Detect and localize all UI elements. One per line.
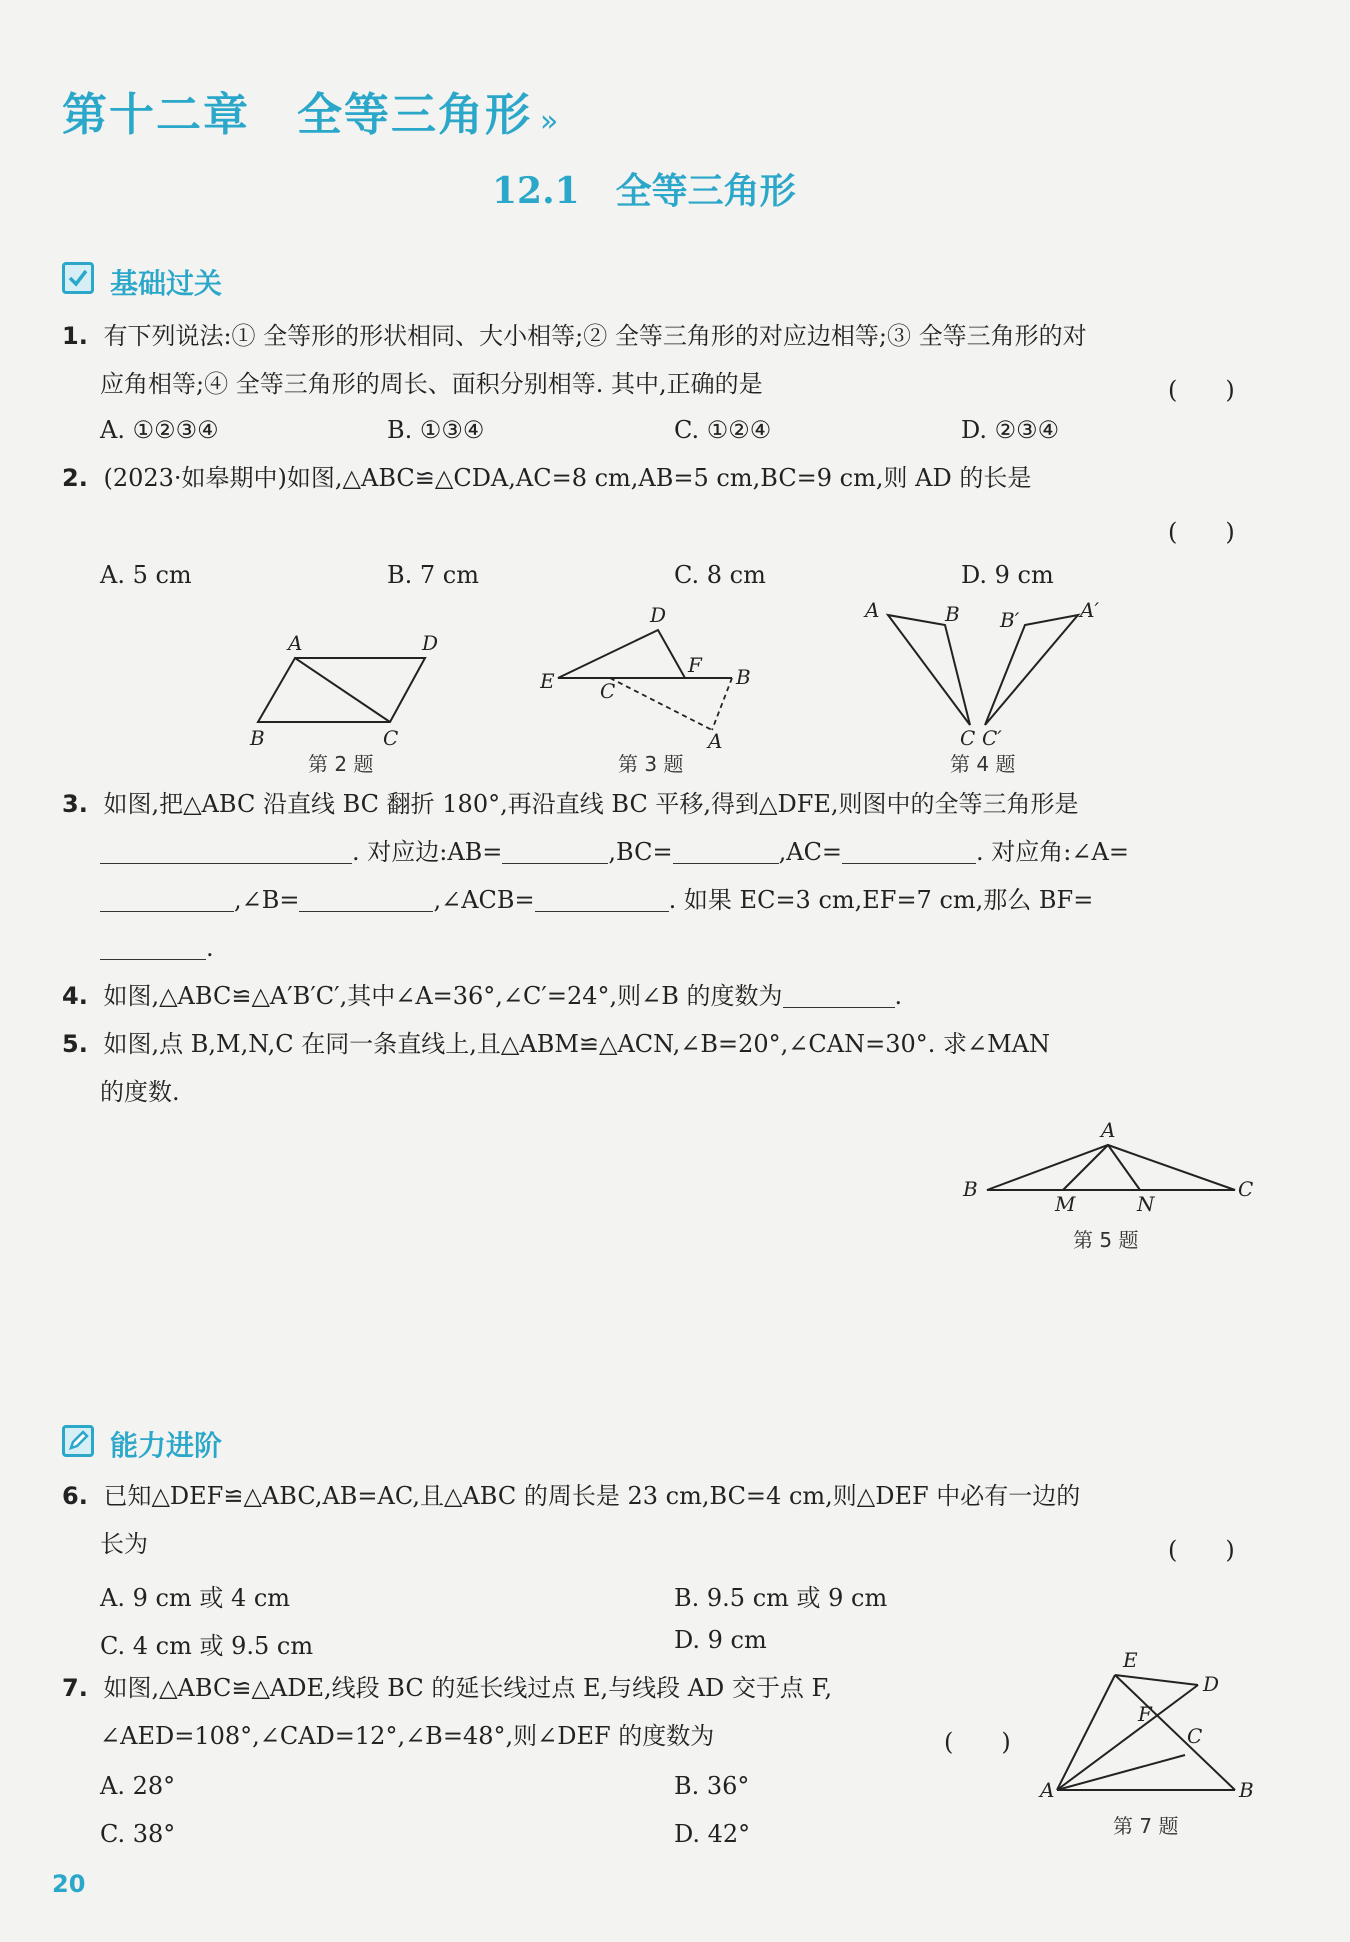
question-6-option-d: D. 9 cm [674,1626,767,1654]
fig4-label-b-prime: B′ [1000,608,1020,632]
fig4-label-c: C [960,726,976,750]
fig2-label-a: A [288,631,303,655]
question-6-line1 [62,1472,1080,1520]
pencil-icon [65,1428,91,1454]
fig3-label-b: B [736,665,751,689]
blank-congruent-triangles[interactable] [100,835,352,864]
pencil-box-icon [62,1425,94,1457]
question-6-number: 6. [62,1482,88,1510]
question-7-option-b: B. 36° [674,1772,750,1800]
fig2-label-d: D [422,631,439,655]
fig5-label-a: A [1101,1118,1116,1142]
q4-text-end: . [894,982,903,1010]
fig3-label-e: E [540,669,555,693]
question-6-answer-paren: ( ) [1168,1536,1235,1564]
q3-text-ac: ,AC= [778,838,843,866]
figure-3-triangles [540,600,780,750]
question-6-text: 已知△DEF≌△ABC,AB=AC,且△ABC 的周长是 23 cm,BC=4 cm,则△DEF 中必有一边的 [103,1482,1081,1510]
question-2-answer-paren: ( ) [1168,518,1235,546]
question-7-line1 [62,1664,832,1712]
question-2-option-c: C. 8 cm [674,561,766,589]
question-2-option-a: A. 5 cm [100,561,192,589]
figure-3-caption: 第 3 题 [618,752,684,776]
fig7-label-f: F [1138,1702,1152,1726]
question-6-line2: 长为 [100,1530,148,1558]
question-6-option-a: A. 9 cm 或 4 cm [100,1584,291,1612]
page-number: 20 [52,1870,86,1898]
question-7-text: 如图,△ABC≌△ADE,线段 BC 的延长线过点 E,与线段 AD 交于点 F, [103,1674,833,1702]
question-1-text: 有下列说法:① 全等形的形状相同、大小相等;② 全等三角形的对应边相等;③ 全等三角形的对 [103,322,1087,350]
question-7-line2: ∠AED=108°,∠CAD=12°,∠B=48°,则∠DEF 的度数为 [100,1722,715,1750]
question-3-line4 [100,924,214,972]
blank-angle-a[interactable] [100,883,234,912]
blank-ac[interactable] [842,835,976,864]
question-7-option-c: C. 38° [100,1820,176,1848]
question-7-option-a: A. 28° [100,1772,176,1800]
blank-bc[interactable] [673,835,779,864]
figure-4-triangles [860,595,1110,750]
fig7-label-d: D [1203,1672,1220,1696]
figure-2-parallelogram [230,630,460,750]
question-1-number: 1. [62,322,88,350]
question-1-line1 [62,312,1087,360]
fig7-label-e: E [1123,1648,1138,1672]
fig5-label-n: N [1137,1192,1155,1215]
question-7-answer-paren: ( ) [944,1728,1011,1756]
fig4-label-c-prime: C′ [982,726,1002,750]
question-1-option-d: D. ②③④ [961,416,1060,444]
question-3-text: 如图,把△ABC 沿直线 BC 翻折 180°,再沿直线 BC 平移,得到△DFE,则图中的全等三角形是 [103,790,1079,818]
figure-7-triangles [1035,1645,1265,1810]
question-5-line2: 的度数. [100,1078,180,1106]
fig5-label-b: B [963,1177,978,1201]
q3-text-angle-acb: ,∠ACB= [433,886,535,914]
question-7-option-d: D. 42° [674,1820,751,1848]
fig4-label-a-prime: A′ [1080,598,1099,622]
section-title: 12.1 全等三角形 [492,170,796,212]
fig3-label-d: D [650,603,667,627]
q3-text-bc: ,BC= [608,838,673,866]
question-7-number: 7. [62,1674,88,1702]
question-4-number: 4. [62,982,88,1010]
fig5-label-m: M [1055,1192,1076,1215]
question-3-line3 [100,876,1093,924]
question-2-text: (2023·如皋期中)如图,△ABC≌△CDA,AC=8 cm,AB=5 cm,BC=9 cm,则 AD 的长是 [103,464,1032,492]
figure-7-caption: 第 7 题 [1113,1814,1179,1838]
q3-text-end: . [206,934,214,962]
fig4-label-a: A [865,598,880,622]
question-2-option-b: B. 7 cm [387,561,479,589]
fig7-label-a: A [1040,1778,1055,1802]
question-1-line2: 应角相等;④ 全等三角形的周长、面积分别相等. 其中,正确的是 [100,370,763,398]
question-5-number: 5. [62,1030,88,1058]
chapter-title: 第十二章 全等三角形 [62,88,533,141]
question-1-option-a: A. ①②③④ [100,416,219,444]
fig3-label-f: F [688,653,702,677]
fig3-label-c: C [600,679,616,703]
question-2-number: 2. [62,464,88,492]
fig5-label-c: C [1238,1177,1254,1201]
question-6-option-b: B. 9.5 cm 或 9 cm [674,1584,888,1612]
fig2-label-c: C [383,726,399,750]
figure-5-caption: 第 5 题 [1073,1228,1139,1252]
question-2-line1 [62,454,1031,502]
blank-bf[interactable] [100,931,206,960]
question-2-option-d: D. 9 cm [961,561,1054,589]
question-1-option-c: C. ①②④ [674,416,772,444]
figure-5-triangle [955,1115,1265,1215]
question-3-line2 [100,828,1129,876]
fig2-label-b: B [250,726,265,750]
question-3-line1 [62,780,1079,828]
blank-angle-acb[interactable] [535,883,669,912]
q3-text-angle-a: . 对应角:∠A= [976,838,1129,866]
blank-ab[interactable] [502,835,608,864]
fig4-label-b: B [945,602,960,626]
fig3-label-a: A [708,729,723,750]
q3-text-angle-b: ,∠B= [234,886,300,914]
question-1-option-b: B. ①③④ [387,416,485,444]
blank-angle-b-degree[interactable] [783,979,895,1008]
check-mark-icon [65,265,91,291]
question-4-text: 如图,△ABC≌△A′B′C′,其中∠A=36°,∠C′=24°,则∠B 的度数为 [103,982,783,1010]
question-6-option-c: C. 4 cm 或 9.5 cm [100,1632,314,1660]
section-heading-advanced: 能力进阶 [110,1429,223,1462]
blank-angle-b[interactable] [299,883,433,912]
question-4 [62,972,902,1020]
q3-text-ab: . 对应边:AB= [352,838,503,866]
question-5-text: 如图,点 B,M,N,C 在同一条直线上,且△ABM≌△ACN,∠B=20°,∠CAN=30°. 求∠MAN [103,1030,1051,1058]
section-heading-basic: 基础过关 [110,267,223,300]
figure-2-caption: 第 2 题 [308,752,374,776]
question-1-answer-paren: ( ) [1168,376,1235,404]
q3-text-bf: . 如果 EC=3 cm,EF=7 cm,那么 BF= [668,886,1094,914]
question-5-line1 [62,1020,1050,1068]
question-3-number: 3. [62,790,88,818]
figure-4-caption: 第 4 题 [950,752,1016,776]
fig7-label-b: B [1239,1778,1254,1802]
checkbox-icon [62,262,94,294]
fig7-label-c: C [1187,1724,1203,1748]
chevron-icon: » [540,104,559,139]
